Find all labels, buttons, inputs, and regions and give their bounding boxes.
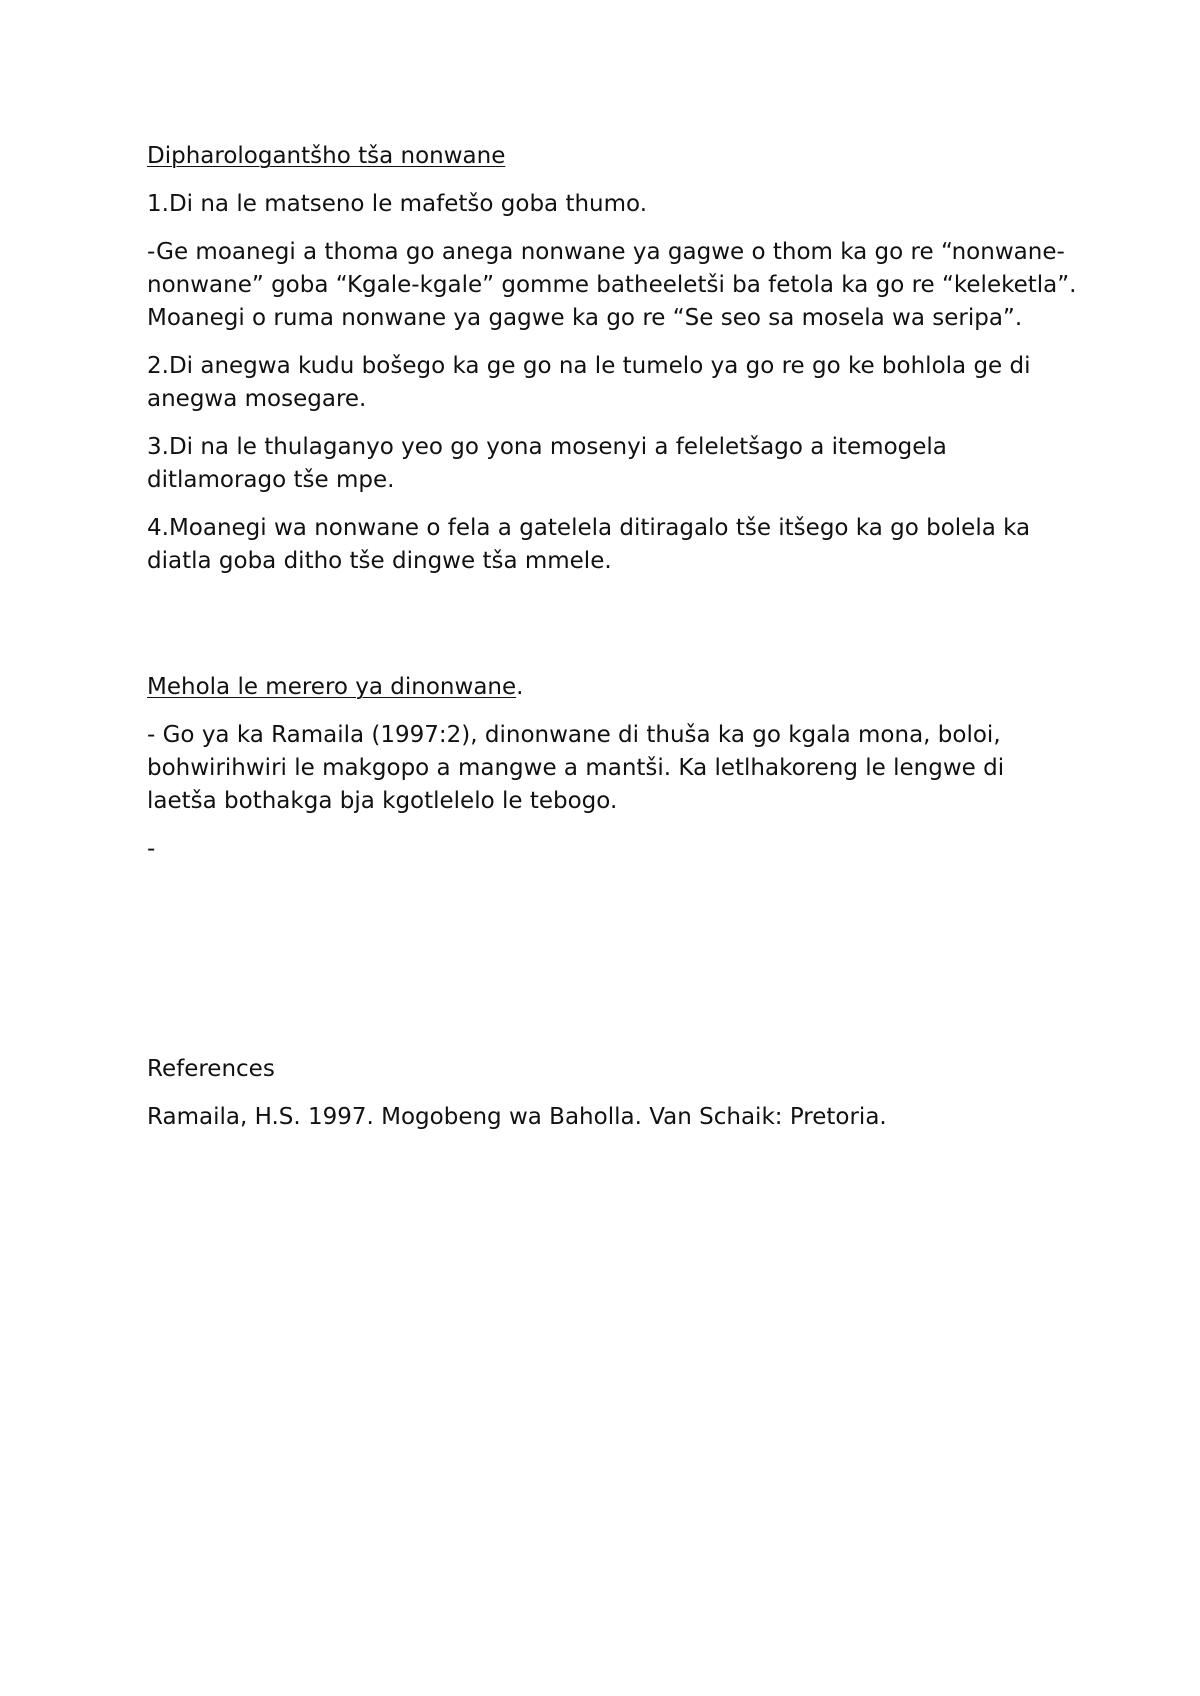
paragraph-purpose-2: - bbox=[147, 836, 156, 862]
paragraph-item-1: 1.Di na le matseno le mafetšo goba thumo. bbox=[147, 191, 648, 217]
paragraph-item-3: 3.Di na le thulaganyo yeo go yona mosenyi a feleletšago a itemogela ditlamorago tše mpe. bbox=[147, 434, 947, 493]
section-heading-purposes bbox=[147, 671, 1077, 704]
paragraph-purpose-1: - Go ya ka Ramaila (1997:2), dinonwane di thuša ka go kgala mona, boloi, bohwirihwiri le makgopo a mangwe a mantši. Ka letlhakoreng le lengwe di laetša bothakga bja kgotlelelo le tebogo. bbox=[147, 722, 1005, 814]
section-heading-purposes-suffix: . bbox=[516, 674, 524, 700]
document-body bbox=[147, 140, 1077, 1149]
section-heading-purposes-text: Mehola le merero ya dinonwane bbox=[147, 674, 517, 700]
spacer bbox=[147, 593, 1077, 671]
references-heading: References bbox=[147, 1056, 275, 1082]
paragraph-item-4: 4.Moanegi wa nonwane o fela a gatelela ditiragalo tše itšego ka go bolela ka diatla goba ditho tše dingwe tša mmele. bbox=[147, 515, 1031, 574]
spacer bbox=[147, 881, 1077, 1053]
section-heading-characteristics-text: Dipharologantšho tša nonwane bbox=[147, 143, 506, 169]
section-heading-characteristics bbox=[147, 140, 1077, 173]
paragraph-item-2: 2.Di anegwa kudu bošego ka ge go na le tumelo ya go re go ke bohlola ge di anegwa mosegare. bbox=[147, 353, 1031, 412]
reference-entry: Ramaila, H.S. 1997. Mogobeng wa Baholla. Van Schaik: Pretoria. bbox=[147, 1104, 887, 1130]
paragraph-item-opening-closing: -Ge moanegi a thoma go anega nonwane ya gagwe o thom ka go re “nonwane-nonwane” goba “Kgale-kgale” gomme batheeletši ba fetola ka go re “keleketla”. Moanegi o ruma nonwane ya gagwe ka go re “Se seo sa mosela wa seripa”. bbox=[147, 239, 1077, 331]
